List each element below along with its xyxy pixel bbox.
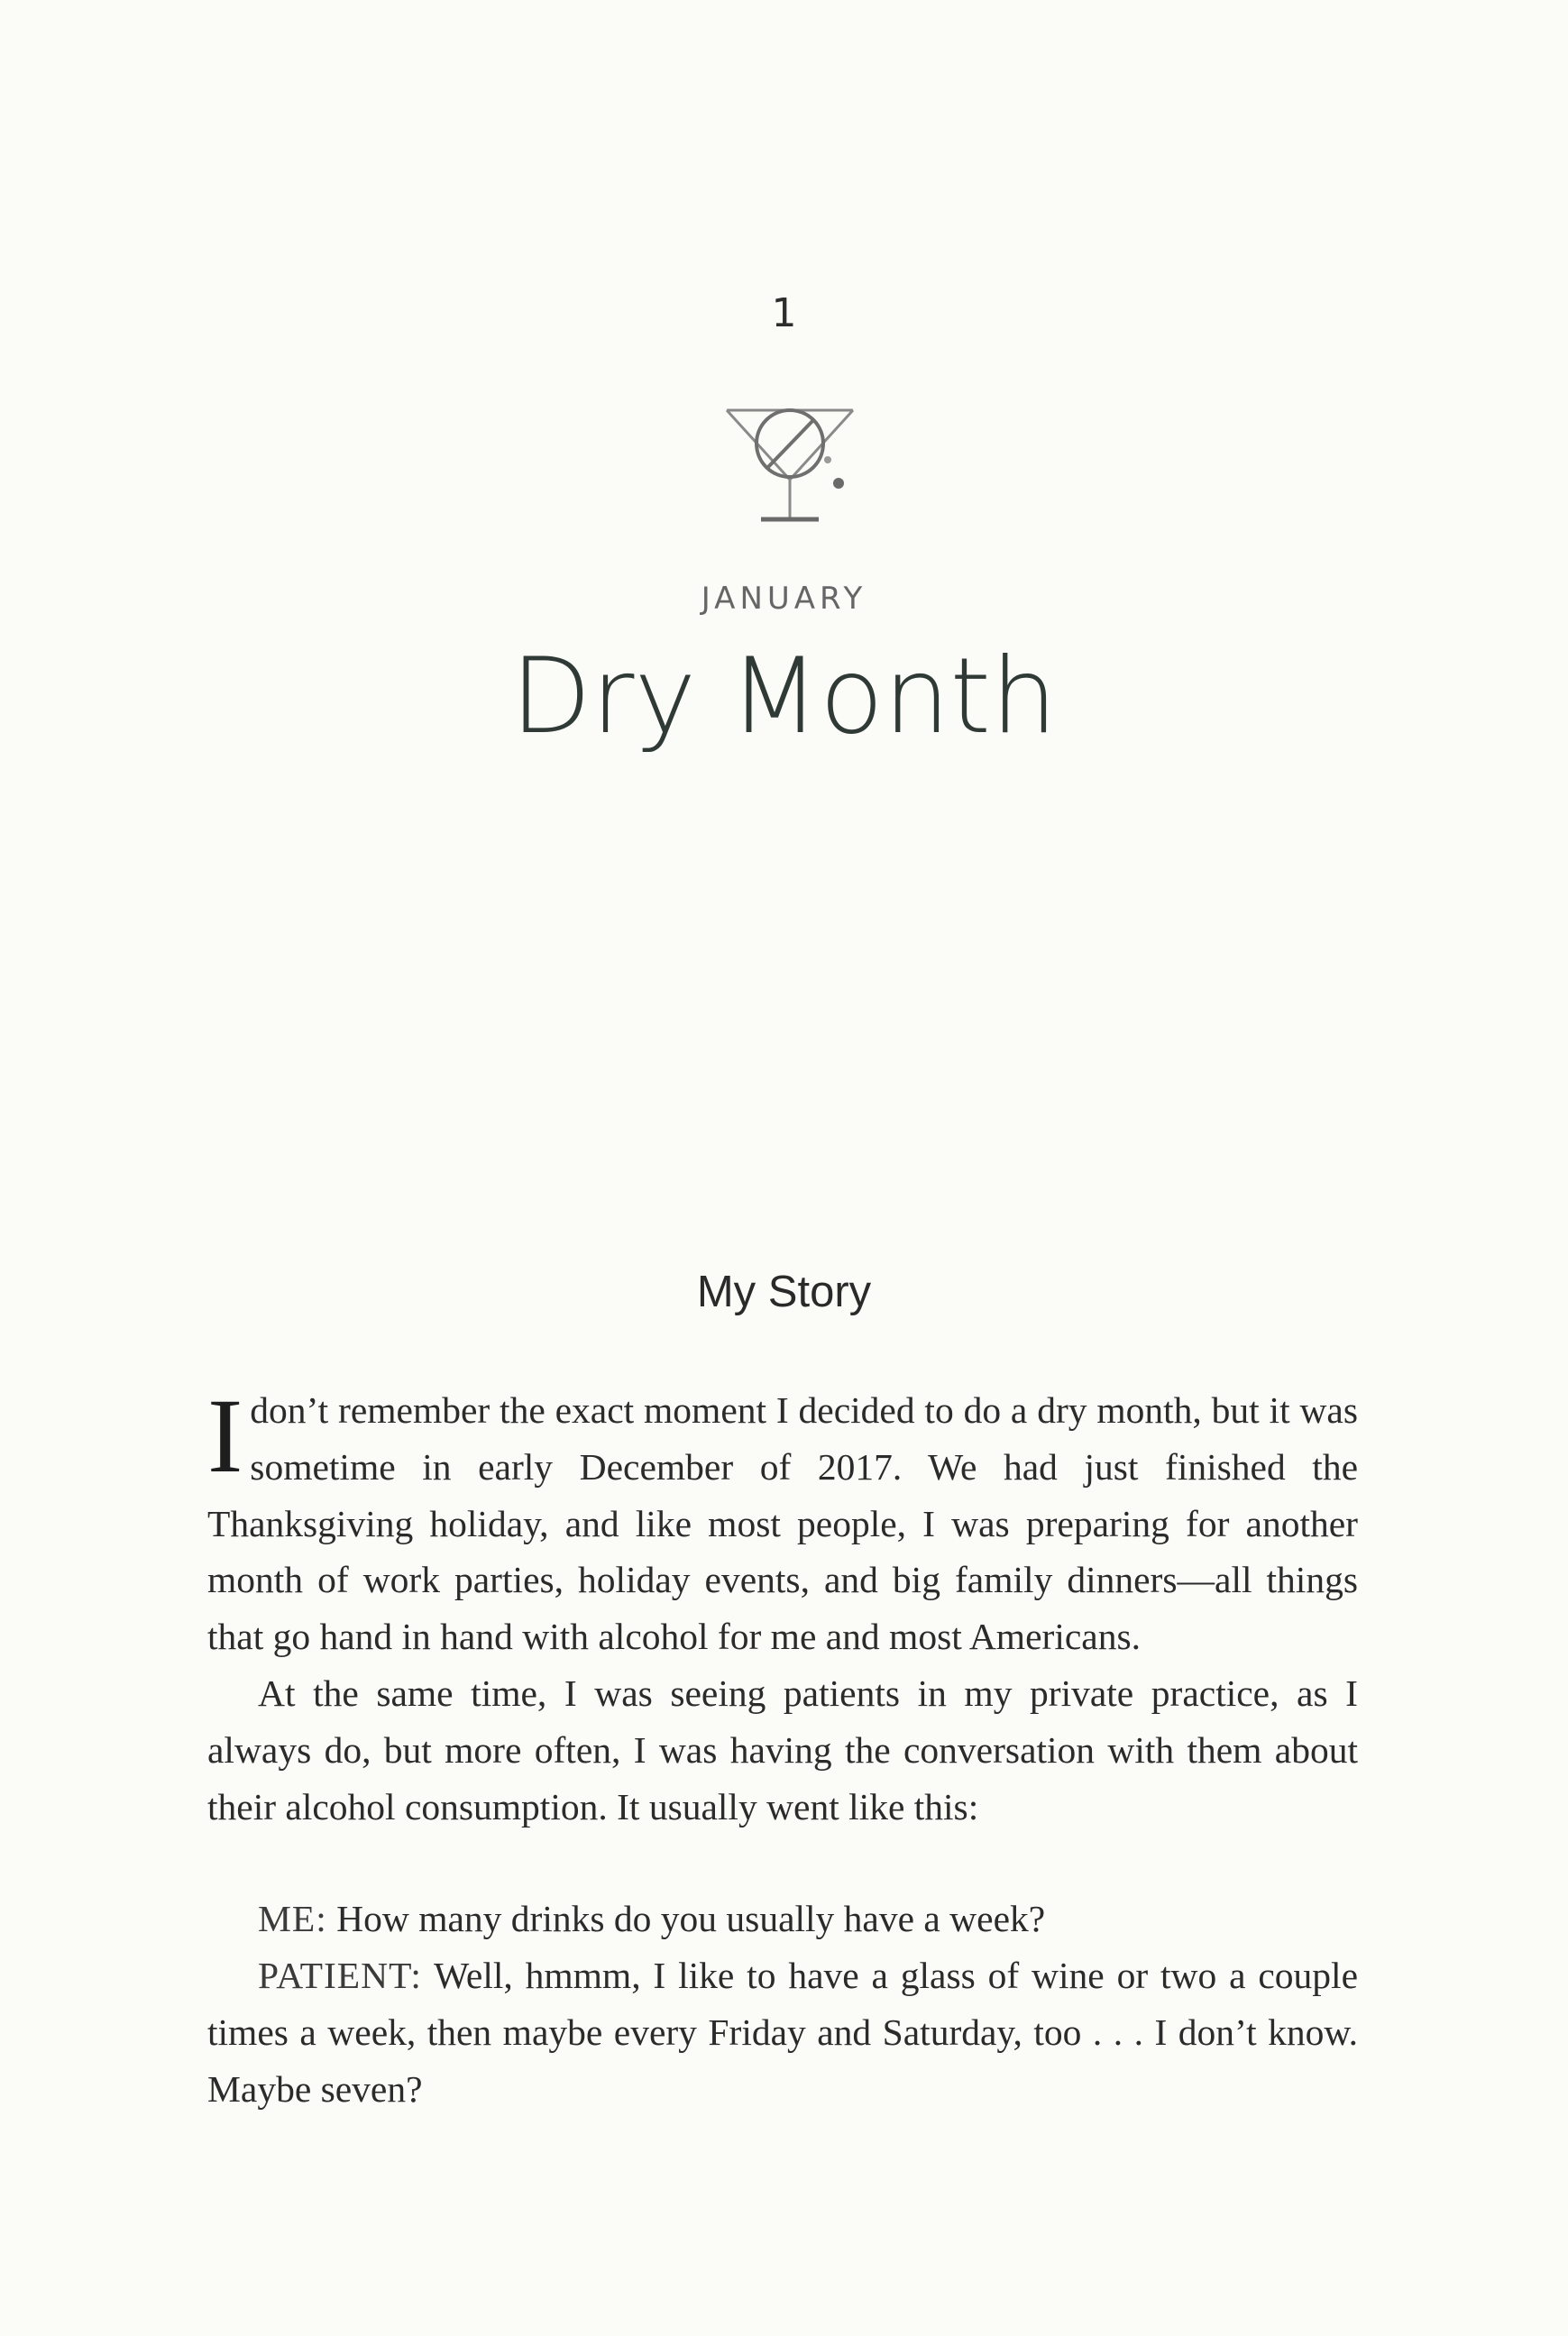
- dialogue-line-me: [207, 1891, 1358, 1947]
- speaker-patient: PATIENT:: [258, 1955, 422, 1997]
- dialogue-line-patient: [207, 1947, 1358, 2117]
- dialogue-line-text: How many drinks do you usually have a week?: [336, 1898, 1046, 1940]
- speaker-me: ME:: [258, 1898, 327, 1940]
- paragraph-1: [207, 1377, 1358, 1665]
- drop-cap: I: [207, 1377, 243, 1495]
- paragraph-1-text: don’t remember the exact moment I decided to do a dry month, but it was sometime in early December of 2017. We had just finished the Thanksgiving holiday, and like most people, I was preparing for another month of work parties, holiday events, and big family dinners—all things that go hand in hand with alcohol for me and most Americans.: [207, 1389, 1358, 1658]
- body-text: [207, 1377, 1358, 2118]
- chapter-number: 1: [771, 290, 797, 336]
- dialogue-line-text: Well, hmmm, I like to have a glass of wine or two a couple times a week, then maybe every Friday and Saturday, too . . . I don’t know. Maybe seven?: [207, 1955, 1358, 2110]
- no-alcohol-cocktail-glass-icon: [718, 406, 862, 534]
- chapter-title: Dry Month: [510, 636, 1058, 757]
- chapter-month: JANUARY: [701, 581, 867, 617]
- paragraph-2: At the same time, I was seeing patients in my private practice, as I always do, but more often, I was having the conversation with them about their alcohol consumption. It usually went like this:: [207, 1672, 1358, 1828]
- dialogue-spacer: [207, 1835, 1358, 1891]
- section-heading: My Story: [696, 1268, 872, 1316]
